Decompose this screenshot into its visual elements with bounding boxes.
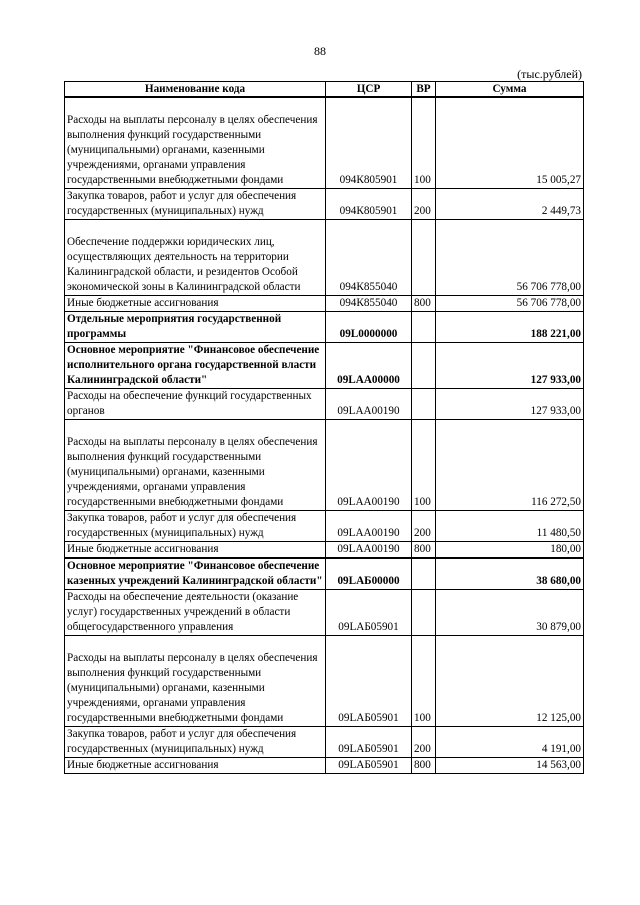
table-row	[65, 343, 584, 389]
cell-sum: 188 221,00	[436, 312, 584, 343]
table-row	[65, 296, 584, 312]
cell-vr: 200	[412, 511, 436, 542]
cell-name: Отдельные мероприятия государственной программы	[65, 312, 326, 343]
table-body	[65, 97, 584, 774]
cell-csr: 094К855040	[326, 220, 412, 296]
cell-vr	[412, 220, 436, 296]
cell-sum: 30 879,00	[436, 590, 584, 636]
cell-name: Закупка товаров, работ и услуг для обеспечения государственных (муниципальных) нужд	[65, 511, 326, 542]
table-header-row	[65, 82, 584, 98]
header-sum: Сумма	[436, 82, 584, 98]
cell-csr: 09LAБ05901	[326, 727, 412, 758]
cell-name: Иные бюджетные ассигнования	[65, 296, 326, 312]
cell-name: Закупка товаров, работ и услуг для обеспечения государственных (муниципальных) нужд	[65, 189, 326, 220]
cell-csr: 09LAБ05901	[326, 590, 412, 636]
table-row	[65, 511, 584, 542]
cell-csr: 09LAA00190	[326, 389, 412, 420]
cell-name: Основное мероприятие "Финансовое обеспечение исполнительного органа государственной власти Калининградской области"	[65, 343, 326, 389]
table-row	[65, 542, 584, 559]
cell-name: Закупка товаров, работ и услуг для обеспечения государственных (муниципальных) нужд	[65, 727, 326, 758]
budget-table	[64, 81, 584, 774]
table-row	[65, 97, 584, 189]
cell-name: Расходы на выплаты персоналу в целях обеспечения выполнения функций государственными (муниципальными) органами, казенными учреждениями, органами управления государственными внебюджетными фондами	[65, 97, 326, 189]
cell-vr	[412, 590, 436, 636]
cell-vr: 800	[412, 296, 436, 312]
cell-sum: 127 933,00	[436, 389, 584, 420]
cell-vr	[412, 343, 436, 389]
cell-name: Основное мероприятие "Финансовое обеспечение казенных учреждений Калининградской области"	[65, 558, 326, 590]
cell-sum: 12 125,00	[436, 636, 584, 727]
cell-sum: 15 005,27	[436, 97, 584, 189]
cell-name: Иные бюджетные ассигнования	[65, 542, 326, 559]
cell-sum: 56 706 778,00	[436, 220, 584, 296]
header-csr: ЦСР	[326, 82, 412, 98]
cell-vr: 800	[412, 758, 436, 774]
cell-sum: 4 191,00	[436, 727, 584, 758]
header-name: Наименование кода	[65, 82, 326, 98]
cell-csr: 09LAБ00000	[326, 558, 412, 590]
table-row	[65, 758, 584, 774]
cell-sum: 180,00	[436, 542, 584, 559]
table-row	[65, 220, 584, 296]
cell-vr: 100	[412, 636, 436, 727]
cell-sum: 2 449,73	[436, 189, 584, 220]
cell-csr: 094К805901	[326, 97, 412, 189]
cell-csr: 09LAБ05901	[326, 636, 412, 727]
cell-vr: 200	[412, 727, 436, 758]
unit-note: (тыс.рублей)	[517, 67, 582, 81]
cell-csr: 094К805901	[326, 189, 412, 220]
table-row	[65, 590, 584, 636]
cell-name: Расходы на обеспечение функций государственных органов	[65, 389, 326, 420]
table-row	[65, 389, 584, 420]
cell-vr	[412, 558, 436, 590]
cell-name: Обеспечение поддержки юридических лиц, осуществляющих деятельность на территории Калининградской области, и резидентов Особой экономической зоны в Калининградской области	[65, 220, 326, 296]
cell-sum: 127 933,00	[436, 343, 584, 389]
table-row	[65, 189, 584, 220]
table-row	[65, 558, 584, 590]
cell-sum: 38 680,00	[436, 558, 584, 590]
cell-sum: 11 480,50	[436, 511, 584, 542]
cell-csr: 09LAБ05901	[326, 758, 412, 774]
cell-vr	[412, 389, 436, 420]
table-row	[65, 312, 584, 343]
cell-name: Иные бюджетные ассигнования	[65, 758, 326, 774]
cell-sum: 14 563,00	[436, 758, 584, 774]
cell-name: Расходы на выплаты персоналу в целях обеспечения выполнения функций государственными (муниципальными) органами, казенными учреждениями, органами управления государственными внебюджетными фондами	[65, 636, 326, 727]
cell-csr: 09LAA00190	[326, 511, 412, 542]
cell-csr: 09LAA00190	[326, 420, 412, 511]
table-row	[65, 636, 584, 727]
cell-csr: 09LAA00000	[326, 343, 412, 389]
cell-name: Расходы на обеспечение деятельности (оказание услуг) государственных учреждений в области общегосударственного управления	[65, 590, 326, 636]
cell-sum: 116 272,50	[436, 420, 584, 511]
cell-name: Расходы на выплаты персоналу в целях обеспечения выполнения функций государственными (муниципальными) органами, казенными учреждениями, органами управления государственными внебюджетными фондами	[65, 420, 326, 511]
cell-csr: 094К855040	[326, 296, 412, 312]
table-row	[65, 420, 584, 511]
cell-vr: 100	[412, 420, 436, 511]
header-vr: ВР	[412, 82, 436, 98]
cell-vr: 100	[412, 97, 436, 189]
cell-sum: 56 706 778,00	[436, 296, 584, 312]
cell-vr: 800	[412, 542, 436, 559]
cell-vr: 200	[412, 189, 436, 220]
cell-vr	[412, 312, 436, 343]
page-number: 88	[314, 44, 326, 58]
cell-csr: 09L0000000	[326, 312, 412, 343]
cell-csr: 09LAA00190	[326, 542, 412, 559]
table-row	[65, 727, 584, 758]
